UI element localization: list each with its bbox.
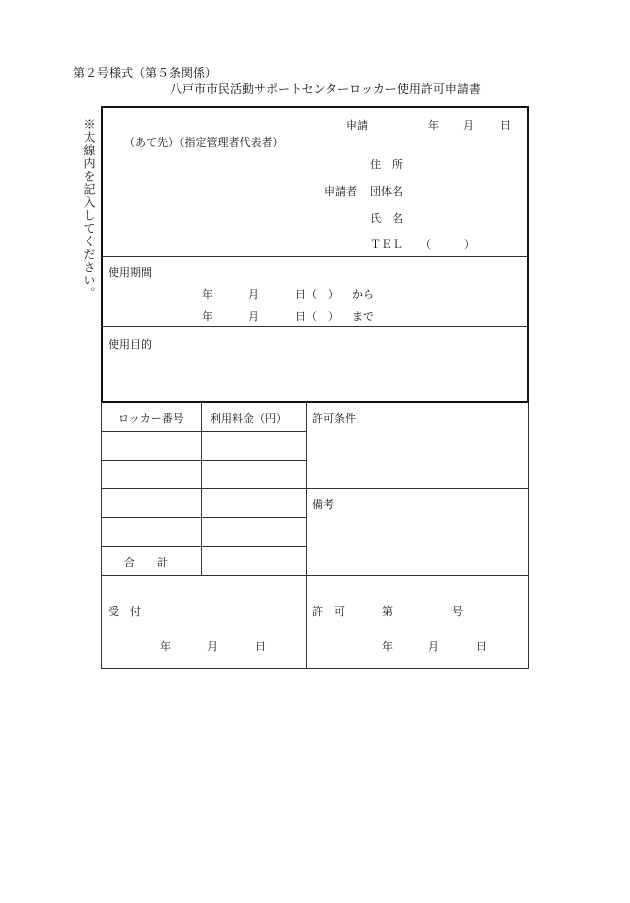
row-line-4 <box>101 517 306 518</box>
purpose-label: 使用目的 <box>108 338 152 351</box>
locker-number-header: ロッカー番号 <box>118 412 184 425</box>
row-line-5 <box>101 546 306 547</box>
tel-label[interactable]: ＴＥＬ <box>370 238 403 251</box>
permit-month[interactable]: 月 <box>428 640 439 653</box>
period-from-year[interactable]: 年 <box>202 288 213 301</box>
reception-year[interactable]: 年 <box>160 640 171 653</box>
lower-table <box>101 403 529 669</box>
period-from-month[interactable]: 月 <box>248 288 259 301</box>
group-name-label[interactable]: 団体名 <box>370 185 403 198</box>
applicant-label: 申請者 <box>324 185 357 198</box>
tel-paren[interactable]: （ ） <box>420 238 475 251</box>
row-line-footer <box>101 575 529 576</box>
reception-day[interactable]: 日 <box>255 640 266 653</box>
permit-number-prefix: 第 <box>382 605 393 618</box>
remarks-label: 備考 <box>312 498 334 511</box>
row-line-1 <box>101 431 306 432</box>
row-line-2 <box>101 460 306 461</box>
period-to-month[interactable]: 月 <box>248 310 259 323</box>
application-date-label: 申請 <box>346 119 368 132</box>
application-year[interactable]: 年 <box>428 119 439 132</box>
divider-purpose <box>102 326 528 327</box>
period-to-day[interactable]: 日（ ） <box>295 310 339 323</box>
form-number: 第２号様式（第５条関係） <box>73 66 218 80</box>
col-divider-conditions <box>306 403 307 669</box>
side-note: ※太線内を記入してください。 <box>82 118 96 300</box>
period-to-year[interactable]: 年 <box>202 310 213 323</box>
period-to-suffix: まで <box>352 310 374 323</box>
permit-year[interactable]: 年 <box>382 640 393 653</box>
period-from-suffix: から <box>352 288 374 301</box>
period-from-day[interactable]: 日（ ） <box>295 288 339 301</box>
total-label: 合 計 <box>124 556 168 569</box>
application-month[interactable]: 月 <box>463 119 474 132</box>
purpose-field[interactable] <box>104 352 524 398</box>
reception-label: 受 付 <box>108 605 141 618</box>
row-line-3 <box>101 488 529 489</box>
col-divider-fee <box>201 403 202 575</box>
divider-period <box>102 256 528 257</box>
address-label[interactable]: 住 所 <box>370 158 403 171</box>
page-title: 八戸市市民活動サポートセンターロッカー使用許可申請書 <box>170 82 481 96</box>
permit-number-suffix: 号 <box>452 605 463 618</box>
addressee: （あて先）（指定管理者代表者） <box>124 136 284 149</box>
name-label[interactable]: 氏 名 <box>370 212 403 225</box>
fee-header: 利用料金（円） <box>210 412 287 425</box>
permit-label: 許 可 <box>312 605 345 618</box>
conditions-label: 許可条件 <box>312 412 356 425</box>
permit-day[interactable]: 日 <box>476 640 487 653</box>
reception-month[interactable]: 月 <box>207 640 218 653</box>
period-label: 使用期間 <box>108 266 152 279</box>
application-day[interactable]: 日 <box>500 119 511 132</box>
